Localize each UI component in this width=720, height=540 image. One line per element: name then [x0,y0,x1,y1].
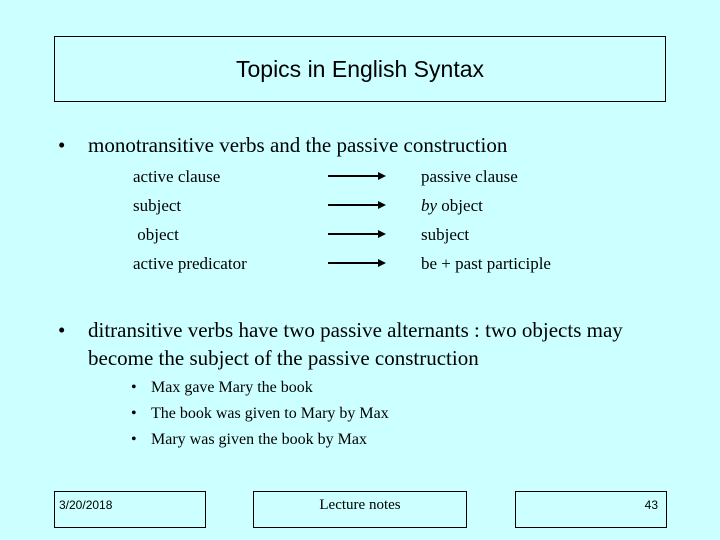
bullet-monotransitive [58,131,507,159]
footer-notes [253,491,467,528]
footer-page-number: 43 [515,491,667,528]
bullet-icon: • [58,133,66,157]
example-list [131,375,389,453]
right-arrow-icon [328,249,386,278]
example-item [131,427,389,453]
footer-notes-text: Lecture notes [319,497,401,513]
slide-title: Topics in English Syntax [235,55,484,82]
example-text: Mary was given the book by Max [151,431,367,448]
active-item: active predicator [133,254,247,273]
example-text: Max gave Mary the book [151,379,313,396]
active-item: object [133,225,179,244]
passive-item: subject [421,225,470,244]
bullet-text: ditransitive verbs have two passive alternants : two objects may become the subject of the passive construction [88,318,623,370]
bullet-text: monotransitive verbs and the passive construction [88,133,508,157]
right-arrow-icon [328,191,386,220]
active-item: subject [133,196,182,215]
active-item: active clause [133,167,221,186]
example-item [131,401,389,427]
passive-column [421,162,551,278]
bullet-icon: • [131,379,137,396]
right-arrow-icon [328,220,386,249]
example-text: The book was given to Mary by Max [151,405,389,422]
mapping-arrows [328,162,386,278]
by-italic: by [421,196,438,215]
passive-item: be + past participle [421,254,551,273]
bullet-icon: • [58,318,66,342]
right-arrow-icon [328,162,386,191]
passive-item: by object [421,196,483,215]
passive-item: passive clause [421,167,518,186]
footer-date: 3/20/2018 [54,491,206,528]
slide-title-box [54,36,666,102]
active-column [133,162,247,278]
bullet-icon: • [131,431,137,448]
example-item [131,375,389,401]
bullet-icon: • [131,405,137,422]
bullet-ditransitive [58,316,668,372]
